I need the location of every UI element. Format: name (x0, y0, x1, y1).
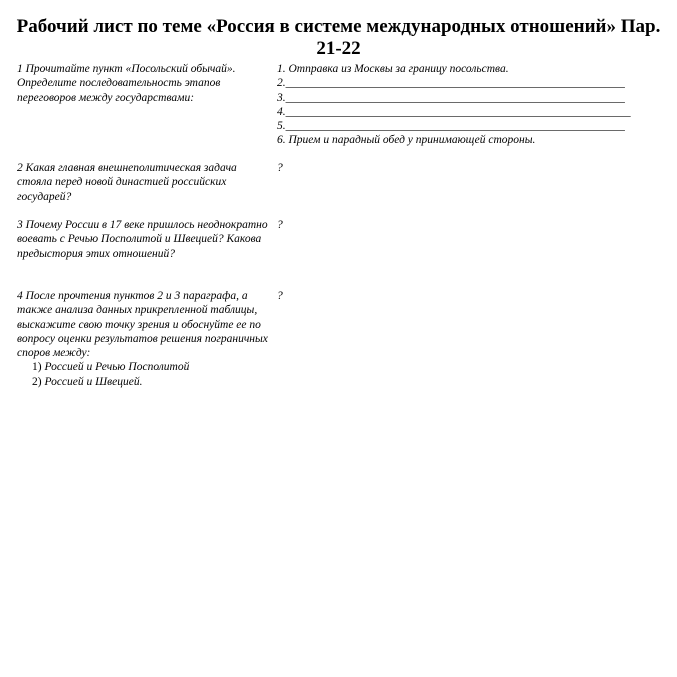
answer-line-2: 2.___________________________________________________________ (277, 77, 625, 90)
page-title: Рабочий лист по теме «Россия в системе международных отношений» Пар. 21-22 (16, 16, 661, 59)
answer-line-3: 3.___________________________________________________________ (277, 91, 625, 104)
subitem-text: Россией и Речью Посполитой (44, 361, 190, 374)
task-4-subitem-1 (17, 360, 272, 374)
task-4-question: 4 После прочтения пунктов 2 и 3 параграфа, а также анализа данных прикрепленной таблицы, выскажите свою точку зрения и обоснуйте ее по вопросу оценки результатов решения пограничных споров между: (17, 290, 268, 360)
task-3-question: 3 Почему России в 17 веке пришлось неоднократно воевать с Речью Посполитой и Швецией? Какова предыстория этих отношений? (17, 219, 268, 260)
answer-line-5: 5.___________________________________________________________ (277, 120, 625, 133)
task-4-question-block (17, 289, 272, 389)
task-3-answer: ? (277, 219, 283, 231)
task-4-answer: ? (277, 290, 283, 302)
task-2-answer: ? (277, 162, 283, 174)
subitem-text: Россией и Швецией. (44, 375, 143, 388)
answer-line-6: 6. Прием и парадный обед у принимающей стороны. (277, 134, 536, 147)
task-2-question: 2 Какая главная внешнеполитическая задача стояла перед новой династией российских государей? (17, 162, 237, 203)
answer-line-1: 1. Отправка из Москвы за границу посольства. (277, 63, 509, 75)
subitem-number: 2) (32, 375, 42, 388)
task-1-answer (277, 62, 657, 148)
task-1-question: 1 Прочитайте пункт «Посольский обычай». Определите последовательность этапов переговоров между государствами: (17, 63, 236, 104)
answer-line-4: 4.____________________________________________________________ (277, 105, 631, 118)
task-4-subitem-2 (17, 375, 272, 389)
subitem-number: 1) (32, 361, 42, 374)
